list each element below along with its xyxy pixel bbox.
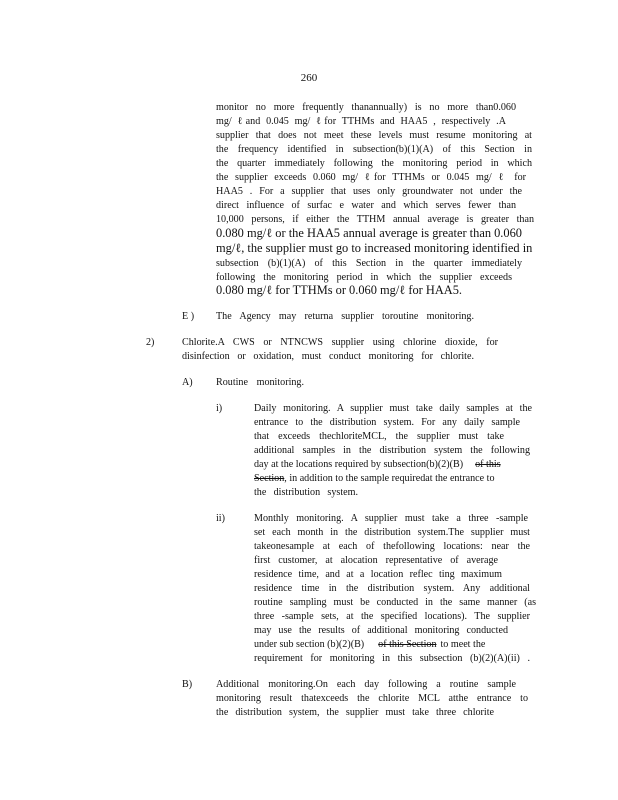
text-line: monitor no more frequently thanannually) is no more than0.060 [216, 102, 516, 113]
text-line: 10,000 persons, if either the TTHM annual average is greater than [216, 214, 534, 225]
text-line: the distribution system, the supplier must take three chlorite [216, 707, 494, 718]
item-marker: A) [182, 377, 193, 388]
text-line: Monthly monitoring. A supplier must take a three -sample [254, 513, 528, 524]
text-line: following the monitoring period in which the supplier exceeds [216, 272, 512, 283]
page-number: 260 [300, 72, 318, 84]
text-line: Daily monitoring. A supplier must take daily samples at the [254, 403, 532, 414]
text-line: 0.080 mg/ℓ or the HAA5 annual average is greater than 0.060 [216, 226, 522, 240]
text-line: routine sampling must be conducted in the same manner (as [254, 597, 536, 608]
text-line: residence time in the distribution system. Any additional [254, 583, 530, 594]
text-line: Chlorite.A CWS or NTNCWS supplier using chlorine dioxide, for [182, 337, 498, 348]
text-line: first customer, at alocation representative of average [254, 555, 498, 566]
text-line: Additional monitoring.On each day following a routine sample [216, 679, 516, 690]
text-line: the quarter immediately following the monitoring period in which [216, 158, 532, 169]
text-segment: under sub section (b)(2)(B) [254, 639, 365, 650]
item-marker: ii) [216, 513, 225, 524]
text-line [254, 458, 501, 471]
item-text: Routine monitoring. [216, 377, 304, 388]
text-line: monitoring result thatexceeds the chlorite MCL atthe entrance to [216, 693, 528, 704]
text-line: set each month in the distribution system.The supplier must [254, 527, 530, 538]
text-line: may use the results of additional monitoring conducted [254, 625, 508, 636]
item-marker: B) [182, 679, 193, 690]
text-line: mg/ℓ, the supplier must go to increased monitoring identified in [216, 241, 533, 255]
text-line: entrance to the distribution system. For any daily sample [254, 417, 520, 428]
text-line: supplier that does not meet these levels must resume monitoring at [216, 130, 532, 141]
text-line: additional samples in the distribution system the following [254, 445, 530, 456]
item-marker: 2) [146, 337, 155, 348]
text-line: that exceeds thechloriteMCL, the supplier must take [254, 431, 504, 442]
text-line: the supplier exceeds 0.060 mg/ ℓfor TTHMs or 0.045 mg/ ℓ for [216, 172, 526, 183]
text-line: requirement for monitoring in this subsection (b)(2)(A)(ii) . [254, 653, 530, 664]
text-line: mg/ ℓand 0.045 mg/ ℓfor TTHMs and HAA5 , respectively .A [216, 116, 506, 127]
text-line: disinfection or oxidation, must conduct monitoring for chlorite. [182, 351, 474, 362]
text-line [254, 638, 485, 651]
struck-text: Section [254, 473, 285, 484]
item-marker: i) [216, 403, 223, 414]
struck-text: of this Section [378, 639, 437, 650]
item-marker: E ) [182, 311, 195, 322]
text-segment: day at the locations required by subsection(b)(2)(B) [254, 459, 464, 470]
text-line: the frequency identified in subsection(b)(1)(A) of this Section in [216, 144, 532, 155]
text-line: takeonesample at each of thefollowing locations: near the [254, 541, 530, 552]
item-text: The Agency may returna supplier toroutine monitoring. [216, 311, 474, 322]
text-segment: to meet the [440, 639, 486, 650]
text-line [254, 472, 495, 485]
text-line: the distribution system. [254, 487, 358, 498]
text-segment: , in addition to the sample requiredat the entrance to [284, 473, 495, 484]
text-line: residence time, and at a location reflec ting maximum [254, 569, 502, 580]
struck-text: of this [475, 459, 501, 470]
text-line: subsection (b)(1)(A) of this Section in the quarter immediately [216, 258, 522, 269]
text-line: direct influence of surfac e water and which serves fewer than [216, 200, 516, 211]
text-line: 0.080 mg/ℓ for TTHMs or 0.060 mg/ℓ for HAA5. [216, 283, 463, 297]
text-line: HAA5 . For a supplier that uses only groundwater not under the [216, 186, 522, 197]
text-line: three -sample sets, at the specified locations). The supplier [254, 611, 530, 622]
